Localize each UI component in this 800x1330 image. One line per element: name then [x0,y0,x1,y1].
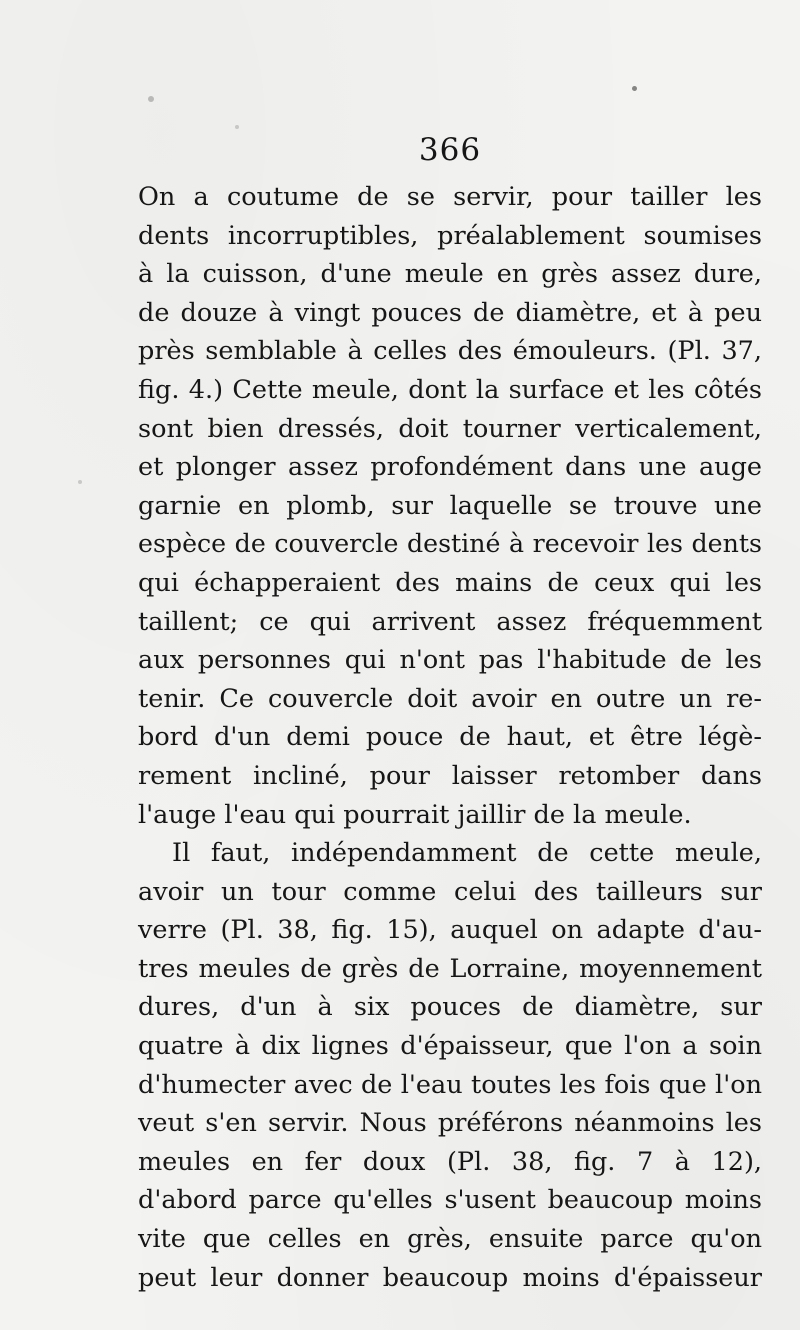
text-line: taillent; ce qui arrivent assez fréquemment [138,606,762,637]
text-line: rement incliné, pour laisser retomber dans [138,760,762,791]
page-number: 366 [418,132,482,168]
text-line: sont bien dressés, doit tourner verticalement, [138,413,762,444]
text-line: qui échapperaient des mains de ceux qui les [138,567,762,598]
text-line: quatre à dix lignes d'épaisseur, que l'on a soin [138,1031,762,1062]
paper-speck [148,96,154,102]
paper-speck [78,480,82,484]
text-line: meules en fer doux (Pl. 38, fig. 7 à 12), [138,1146,762,1177]
text-line: dures, d'un à six pouces de diamètre, sur [138,992,762,1023]
text-line: veut s'en servir. Nous préférons néanmoins les [138,1108,762,1139]
text-line: Il faut, indépendamment de cette meule, [172,838,762,869]
text-line: près semblable à celles des émouleurs. (Pl. 37, [138,336,762,367]
text-line: On a coutume de se servir, pour tailler les [138,182,762,212]
text-line: fig. 4.) Cette meule, dont la surface et les côtés [138,374,762,405]
text-line: vite que celles en grès, ensuite parce qu'on [138,1224,762,1255]
paper-speck [235,125,239,129]
text-line: tres meules de grès de Lorraine, moyennement [138,953,762,984]
text-line: d'humecter avec de l'eau toutes les fois que l'on [138,1069,762,1100]
text-line: de douze à vingt pouces de diamètre, et à peu [138,297,762,328]
paper-speck [632,86,637,91]
text-line: bord d'un demi pouce de haut, et être légè- [138,722,762,753]
text-line: à la cuisson, d'une meule en grès assez dure, [138,259,762,290]
body-text [138,178,762,1297]
text-line: garnie en plomb, sur laquelle se trouve une [138,490,762,521]
text-line: dents incorruptibles, préalablement soumises [138,220,762,251]
text-line: verre (Pl. 38, fig. 15), auquel on adapte d'au- [138,915,762,946]
text-line: d'abord parce qu'elles s'usent beaucoup moins [138,1185,762,1216]
text-line: et plonger assez profondément dans une auge [138,452,762,483]
text-line: l'auge l'eau qui pourrait jaillir de la meule. [138,799,692,830]
text-line: aux personnes qui n'ont pas l'habitude de les [138,645,762,676]
text-line: avoir un tour comme celui des tailleurs sur [138,876,762,907]
text-line: tenir. Ce couvercle doit avoir en outre un re- [138,683,762,714]
text-line: peut leur donner beaucoup moins d'épaisseur [138,1262,762,1293]
text-line: espèce de couvercle destiné à recevoir les dents [138,529,762,559]
